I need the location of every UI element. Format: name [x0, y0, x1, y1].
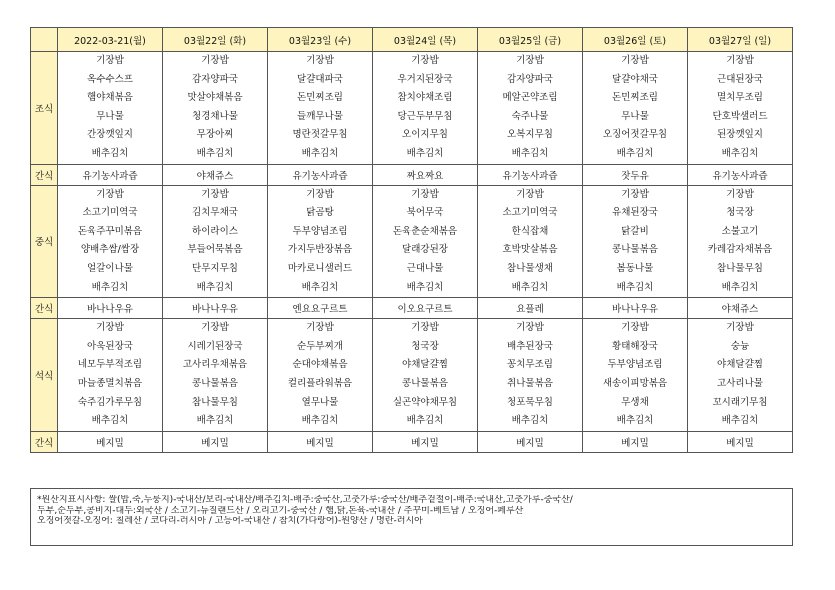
menu-item: 배추김치 [301, 415, 339, 427]
menu-cell [58, 185, 163, 298]
menu-item: 기장밥 [201, 188, 229, 200]
snack-cell: 바나나우유 [583, 298, 688, 319]
menu-item: 기장밥 [726, 55, 754, 66]
meal-row [31, 319, 793, 432]
menu-item: 감자양파국 [192, 73, 238, 85]
snack-cell: 야채쥬스 [163, 164, 268, 185]
snack-cell: 잣두유 [583, 164, 688, 185]
menu-item: 숙주김가루무침 [77, 396, 143, 408]
menu-item: 오이지무침 [402, 129, 448, 141]
snack-cell: 베지밀 [58, 431, 163, 452]
menu-item: 메알곤약조림 [502, 92, 558, 104]
menu-item: 참나물무침 [717, 262, 763, 274]
menu-item: 근대된장국 [717, 73, 763, 85]
menu-item: 순대야채볶음 [292, 359, 348, 371]
snack-row [31, 431, 793, 452]
menu-item: 우거지된장국 [397, 73, 453, 85]
menu-item: 고사리나물 [717, 377, 763, 389]
menu-item: 무생채 [621, 396, 649, 408]
menu-item: 기장밥 [411, 322, 439, 334]
menu-item: 배추김치 [406, 147, 444, 159]
menu-cell [478, 319, 583, 432]
menu-item: 배추김치 [511, 281, 549, 293]
snack-cell: 베지밀 [163, 431, 268, 452]
snack-cell: 베지밀 [373, 431, 478, 452]
menu-item: 배추김치 [91, 281, 129, 293]
menu-item: 닭갈비 [621, 225, 649, 237]
menu-item: 배추김치 [616, 147, 654, 159]
snack-row [31, 298, 793, 319]
menu-item: 배추김치 [196, 147, 234, 159]
menu-item: 야채달걀찜 [402, 359, 448, 371]
menu-item: 기장밥 [96, 322, 124, 334]
menu-item: 배추김치 [616, 281, 654, 293]
menu-item: 꽁치무조림 [507, 359, 553, 371]
menu-item: 기장밥 [726, 188, 754, 200]
menu-item: 돈육춘순채볶음 [392, 225, 458, 237]
origin-note-line: 오징어젓갈-오징어: 칠레산 / 코다리-러시아 / 고등어-국내산 / 참치(가다랑어)-원양산 / 명란-러시아 [37, 516, 423, 526]
snack-cell: 짜요짜요 [373, 164, 478, 185]
menu-cell [688, 52, 793, 165]
menu-cell [583, 185, 688, 298]
menu-item: 간장깻잎지 [87, 129, 133, 141]
menu-item: 숙주나물 [511, 110, 549, 122]
snack-cell: 유기농사과즙 [58, 164, 163, 185]
menu-item: 아욱된장국 [87, 340, 133, 352]
menu-item: 꼬시래기무침 [712, 396, 768, 408]
day-header: 03월23일 (수) [268, 28, 373, 52]
menu-item: 한식잡채 [511, 225, 549, 237]
menu-cell [688, 319, 793, 432]
menu-item: 단무지무침 [192, 262, 238, 274]
menu-cell [268, 319, 373, 432]
menu-item: 당근두부무침 [397, 110, 453, 122]
menu-item: 멸치무조림 [717, 92, 763, 104]
menu-cell [583, 319, 688, 432]
menu-item: 북어무국 [406, 207, 444, 219]
menu-item: 단호박샐러드 [712, 110, 768, 122]
menu-item: 옥수수스프 [87, 73, 133, 85]
menu-cell [268, 185, 373, 298]
menu-cell [688, 185, 793, 298]
snack-cell: 유기농사과즙 [688, 164, 793, 185]
menu-item: 기장밥 [306, 188, 334, 200]
meal-label: 조식 [31, 52, 58, 165]
meal-row [31, 185, 793, 298]
menu-item: 돈육주꾸미볶음 [77, 225, 143, 237]
meal-row [31, 52, 793, 165]
menu-item: 기장밥 [516, 322, 544, 334]
menu-cell [58, 52, 163, 165]
menu-item: 무나물 [96, 110, 124, 122]
menu-item: 배추김치 [511, 415, 549, 427]
menu-item: 기장밥 [96, 55, 124, 66]
menu-item: 고사리우채볶음 [182, 359, 248, 371]
menu-item: 새송이피망볶음 [602, 377, 668, 389]
menu-item: 카레감자채볶음 [707, 244, 773, 256]
origin-note [30, 488, 793, 546]
menu-item: 소불고기 [721, 225, 759, 237]
snack-cell: 베지밀 [583, 431, 688, 452]
menu-item: 배추김치 [406, 281, 444, 293]
menu-cell [373, 52, 478, 165]
menu-item: 기장밥 [201, 55, 229, 66]
menu-item: 마늘종멸치볶음 [77, 377, 143, 389]
snack-cell: 바나나우유 [58, 298, 163, 319]
snack-cell: 베지밀 [688, 431, 793, 452]
menu-item: 김치무채국 [192, 207, 238, 219]
menu-item: 무장아찌 [196, 129, 234, 141]
menu-item: 유채된장국 [612, 207, 658, 219]
weekly-menu-table [30, 27, 793, 453]
menu-item: 기장밥 [621, 322, 649, 334]
day-header: 03월26일 (토) [583, 28, 688, 52]
menu-item: 소고기미역국 [82, 207, 138, 219]
menu-item: 배추김치 [406, 415, 444, 427]
menu-item: 들깨무나물 [297, 110, 343, 122]
menu-item: 양배추쌈/쌈장 [80, 244, 140, 256]
menu-item: 기장밥 [621, 188, 649, 200]
menu-item: 얼갈이나물 [87, 262, 133, 274]
menu-item: 기장밥 [726, 322, 754, 334]
menu-item: 봄동나물 [616, 262, 654, 274]
menu-cell [583, 52, 688, 165]
menu-item: 달걀야채국 [612, 73, 658, 85]
snack-cell: 유기농사과즙 [478, 164, 583, 185]
menu-item: 황태해장국 [612, 340, 658, 352]
menu-item: 열무나물 [301, 396, 339, 408]
menu-item: 배추김치 [721, 415, 759, 427]
snack-cell: 이오요구르트 [373, 298, 478, 319]
menu-item: 배추김치 [721, 147, 759, 159]
menu-item: 야채달걀찜 [717, 359, 763, 371]
menu-item: 실곤약야채무침 [392, 396, 458, 408]
menu-item: 배추김치 [196, 415, 234, 427]
menu-item: 참나물생채 [507, 262, 553, 274]
snack-row [31, 164, 793, 185]
menu-item: 청국장 [726, 207, 754, 219]
menu-item: 배추김치 [196, 281, 234, 293]
menu-item: 시레기된장국 [187, 340, 243, 352]
menu-item: 콩나물볶음 [612, 244, 658, 256]
menu-item: 기장밥 [621, 55, 649, 66]
menu-item: 맛살야채볶음 [187, 92, 243, 104]
menu-item: 컬리플라워볶음 [287, 377, 353, 389]
menu-item: 명란젓갈무침 [292, 129, 348, 141]
menu-item: 콩나물볶음 [402, 377, 448, 389]
header-row [31, 28, 793, 52]
menu-item: 기장밥 [201, 322, 229, 334]
day-header: 03월22일 (화) [163, 28, 268, 52]
menu-item: 하이라이스 [192, 225, 238, 237]
snack-cell: 베지밀 [268, 431, 373, 452]
menu-cell [373, 319, 478, 432]
menu-item: 호박맛살볶음 [502, 244, 558, 256]
meal-label: 간식 [31, 164, 58, 185]
menu-item: 참치야채조림 [397, 92, 453, 104]
snack-cell: 유기농사과즙 [268, 164, 373, 185]
menu-cell [478, 185, 583, 298]
menu-item: 숭늉 [730, 340, 750, 352]
menu-item: 가지두반장볶음 [287, 244, 353, 256]
menu-item: 배추김치 [301, 147, 339, 159]
menu-item: 배추김치 [616, 415, 654, 427]
corner-cell [31, 28, 58, 52]
snack-cell: 요플레 [478, 298, 583, 319]
meal-label: 중식 [31, 185, 58, 298]
meal-label: 석식 [31, 319, 58, 432]
snack-cell: 바나나우유 [163, 298, 268, 319]
menu-item: 돈민찌조림 [612, 92, 658, 104]
menu-item: 돈민찌조림 [297, 92, 343, 104]
menu-item: 부들어묵볶음 [187, 244, 243, 256]
menu-item: 기장밥 [411, 55, 439, 66]
menu-item: 된장깻잎지 [717, 129, 763, 141]
meal-label: 간식 [31, 298, 58, 319]
menu-cell [163, 319, 268, 432]
day-header: 2022-03-21(월) [58, 28, 163, 52]
menu-item: 닭곰탕 [306, 207, 334, 219]
menu-item: 햄야채볶음 [87, 92, 133, 104]
menu-item: 참나물무침 [192, 396, 238, 408]
menu-item: 기장밥 [516, 55, 544, 66]
origin-note-line: *원산지표시사항: 쌀(밥,죽,누룽지)-국내산/보리-국내산/배추김치-배추:중국산,고춧가루:중국산/배추겉절이-배추:국내산,고춧가루-중국산/ [37, 495, 573, 505]
menu-item: 배추김치 [721, 281, 759, 293]
menu-cell [373, 185, 478, 298]
menu-item: 달걀대파국 [297, 73, 343, 85]
menu-item: 네모두부적조림 [77, 359, 143, 371]
menu-item: 기장밥 [306, 322, 334, 334]
origin-note-line: 두부,순두부,콩비지-대두:외국산 / 소고기-뉴질랜드산 / 오리고기-중국산 / 햄,닭,돈육-국내산 / 주꾸미-베트남 / 오징어-페루산 [37, 505, 524, 516]
meal-label: 간식 [31, 431, 58, 452]
menu-item: 배추김치 [91, 415, 129, 427]
menu-item: 청국장 [411, 340, 439, 352]
menu-item: 두부양념조림 [607, 359, 663, 371]
menu-item: 청경채나물 [192, 110, 238, 122]
menu-cell [478, 52, 583, 165]
menu-item: 배추김치 [91, 147, 129, 159]
menu-item: 소고기미역국 [502, 207, 558, 219]
menu-item: 오징어젓갈무침 [602, 129, 668, 141]
snack-cell: 베지밀 [478, 431, 583, 452]
day-header: 03월24일 (목) [373, 28, 478, 52]
menu-item: 콩나물볶음 [192, 377, 238, 389]
snack-cell: 엔요요구르트 [268, 298, 373, 319]
menu-item: 무나물 [621, 110, 649, 122]
menu-item: 취나물볶음 [507, 377, 553, 389]
menu-item: 기장밥 [516, 188, 544, 200]
menu-item: 배추김치 [301, 281, 339, 293]
day-header: 03월27일 (일) [688, 28, 793, 52]
menu-item: 배추김치 [511, 147, 549, 159]
menu-cell [58, 319, 163, 432]
menu-item: 청포묵무침 [507, 396, 553, 408]
menu-cell [163, 52, 268, 165]
menu-item: 기장밥 [96, 188, 124, 200]
menu-item: 감자양파국 [507, 73, 553, 85]
day-header: 03월25일 (금) [478, 28, 583, 52]
menu-item: 달래강된장 [402, 244, 448, 256]
menu-item: 두부양념조림 [292, 225, 348, 237]
menu-cell [163, 185, 268, 298]
menu-item: 기장밥 [411, 188, 439, 200]
menu-item: 오복지무침 [507, 129, 553, 141]
menu-item: 마카로니샐러드 [287, 262, 353, 274]
menu-item: 배추된장국 [507, 340, 553, 352]
snack-cell: 야채쥬스 [688, 298, 793, 319]
menu-item: 순두부찌개 [297, 340, 343, 352]
menu-cell [268, 52, 373, 165]
menu-item: 근대나물 [406, 262, 444, 274]
menu-item: 기장밥 [306, 55, 334, 66]
